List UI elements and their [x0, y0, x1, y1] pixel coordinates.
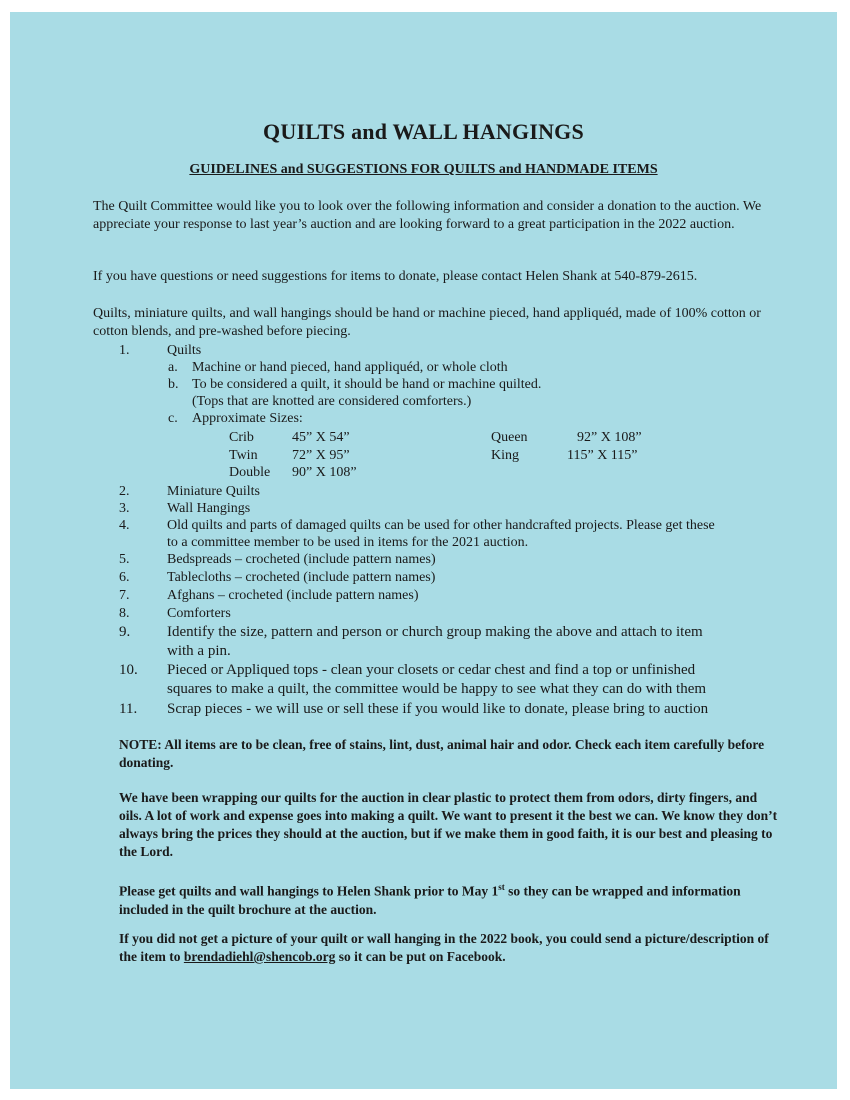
requirements-paragraph: Quilts, miniature quilts, and wall hangings should be hand or machine pieced, hand appliquéd, made of 100% cotton or cotton blends, and pre-washed before piecing. [93, 306, 761, 339]
picture-text-continued: so it can be put on Facebook. [335, 949, 506, 964]
list-item-continued: to a committee member to be used in items for the 2021 auction. [167, 535, 529, 550]
list-item-continued: squares to make a quilt, the committee would be happy to see what they can do with them [167, 681, 707, 697]
size-label: King [491, 448, 519, 463]
sublist-letter: a. [168, 360, 178, 375]
sublist-item-note: (Tops that are knotted are considered comforters.) [192, 394, 472, 409]
sublist-item: Machine or hand pieced, hand appliquéd, or whole cloth [192, 360, 508, 375]
wrapping-paragraph: We have been wrapping our quilts for the auction in clear plastic to protect them from odors, dirty fingers, and oils. A lot of work and expense goes into making a quilt. We want to present it the best we can. We know they don’t always bring the prices they should at the auction, but if we make them in good faith, it is our best and pleasing to the Lord. [119, 790, 778, 859]
list-number: 4. [119, 518, 130, 533]
list-item: Pieced or Appliqued tops - clean your closets or cedar chest and find a top or unfinished [167, 662, 696, 678]
deadline-text: Please get quilts and wall hangings to Helen Shank prior to May 1 [119, 883, 499, 899]
list-number: 3. [119, 501, 130, 516]
sublist-letter: c. [168, 411, 178, 426]
list-item: Old quilts and parts of damaged quilts can be used for other handcrafted projects. Please get these [167, 518, 715, 533]
list-number: 10. [119, 662, 138, 678]
list-item: Comforters [167, 606, 231, 621]
list-number: 2. [119, 484, 130, 499]
list-number: 11. [119, 701, 138, 717]
size-value: 90” X 108” [292, 465, 357, 480]
list-number: 1. [119, 343, 130, 358]
deadline-paragraph [119, 878, 779, 919]
picture-text: If you did not get a picture of your quilt or wall hanging in the 2022 book, you could send a picture/description of the item to [119, 931, 769, 964]
sublist-item: Approximate Sizes: [192, 411, 303, 426]
size-label: Crib [229, 430, 254, 445]
list-item: Afghans – crocheted (include pattern names) [167, 588, 419, 603]
page-subtitle: GUIDELINES and SUGGESTIONS FOR QUILTS and HANDMADE ITEMS [189, 162, 658, 177]
intro-paragraph: The Quilt Committee would like you to look over the following information and consider a donation to the auction. We appreciate your response to last year’s auction and are looking forward to a great participation in the 2022 auction. [93, 199, 762, 232]
list-item: Bedspreads – crocheted (include pattern names) [167, 552, 436, 567]
size-value: 115” X 115” [567, 448, 638, 463]
list-number: 7. [119, 588, 130, 603]
size-label: Queen [491, 430, 528, 445]
list-number: 8. [119, 606, 130, 621]
list-number: 6. [119, 570, 130, 585]
email-link[interactable]: brendadiehl@shencob.org [183, 949, 336, 964]
size-value: 92” X 108” [577, 430, 642, 445]
list-number: 9. [119, 624, 131, 640]
list-item: Identify the size, pattern and person or church group making the above and attach to item [167, 624, 703, 640]
size-label: Double [229, 465, 271, 480]
list-item-quilts: Quilts [167, 343, 202, 358]
contact-paragraph: If you have questions or need suggestions for items to donate, please contact Helen Shank at 540-879-2615. [93, 269, 698, 284]
deadline-superscript: st [498, 882, 505, 892]
page-title: QUILTS and WALL HANGINGS [263, 119, 584, 144]
list-item: Scrap pieces - we will use or sell these if you would like to donate, please bring to auction [167, 701, 709, 717]
size-value: 45” X 54” [292, 430, 350, 445]
deadline-text-continued: so they can be wrapped and information included in the quilt brochure at the auction. [119, 883, 741, 917]
size-label: Twin [229, 448, 258, 463]
flyer-page [10, 12, 837, 1089]
sublist-letter: b. [168, 377, 179, 392]
picture-paragraph [119, 930, 779, 966]
list-item: Tablecloths – crocheted (include pattern names) [167, 570, 436, 585]
note-paragraph: NOTE: All items are to be clean, free of stains, lint, dust, animal hair and odor. Check each item carefully before donating. [119, 737, 765, 770]
sublist-item: To be considered a quilt, it should be hand or machine quilted. [192, 377, 542, 392]
list-number: 5. [119, 552, 130, 567]
list-item: Miniature Quilts [167, 484, 260, 499]
size-value: 72” X 95” [292, 448, 350, 463]
list-item: Wall Hangings [167, 501, 251, 516]
list-item-continued: with a pin. [167, 643, 231, 659]
